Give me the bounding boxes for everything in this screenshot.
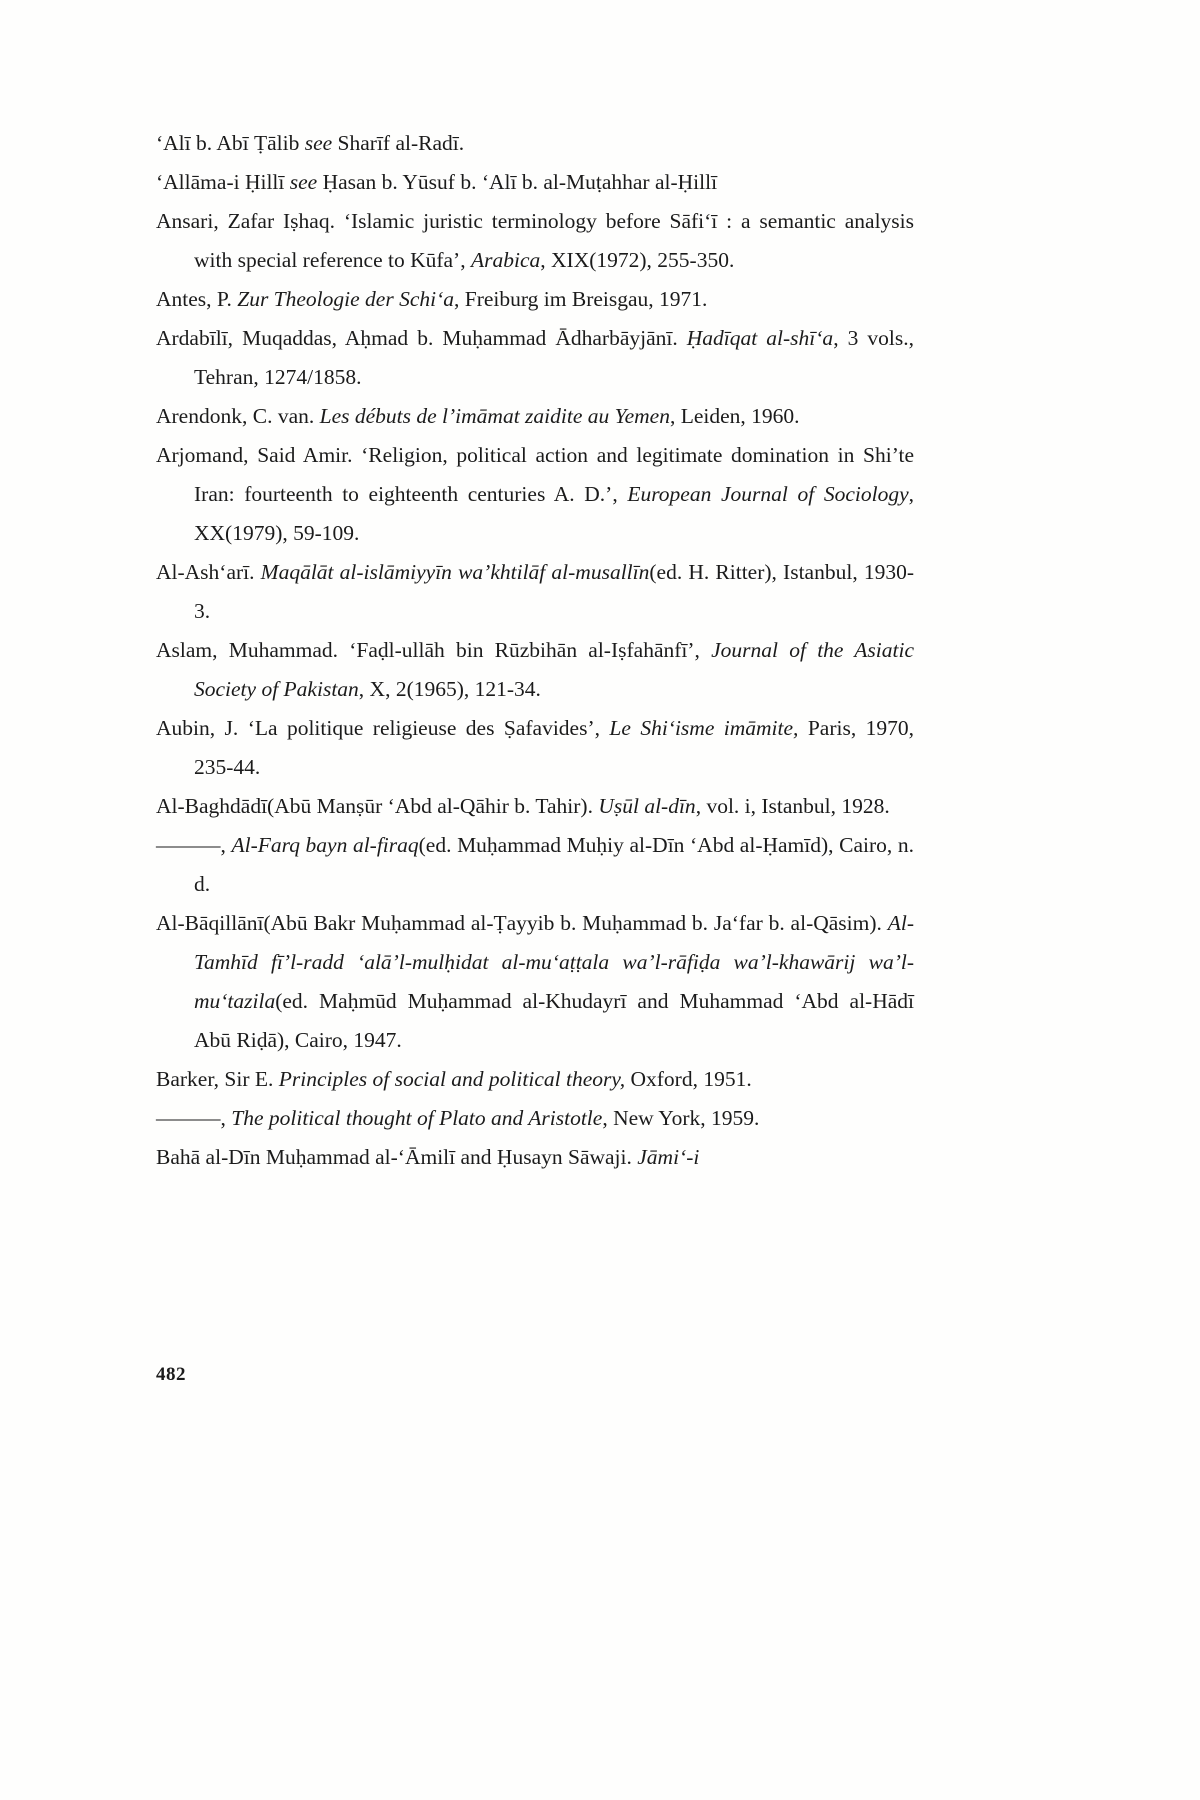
entry-text: Al-Baghdādī(Abū Manṣūr ‘Abd al-Qāhir b. Tahir).: [156, 794, 599, 818]
italic-text: Zur Theologie der Schi‘a: [237, 287, 455, 311]
italic-text: Jāmi‘-i: [637, 1145, 700, 1169]
bibliography-entry: [156, 1099, 914, 1138]
bibliography-entry: [156, 1060, 914, 1099]
italic-text: The political thought of Plato and Aristotle: [231, 1106, 603, 1130]
entry-text: Bahā al-Dīn Muḥammad al-‘Āmilī and Ḥusayn Sāwaji.: [156, 1145, 638, 1169]
italic-text: Ḥadīqat al-shī‘a: [686, 326, 834, 350]
italic-text: Arabica: [470, 248, 541, 272]
entry-text: Barker, Sir E.: [156, 1067, 279, 1091]
entry-text: (ed. Muḥammad Muḥiy al-Dīn ‘Abd al-Ḥamīd), Cairo, n. d.: [194, 833, 915, 896]
bibliography-entry: [156, 826, 914, 904]
entry-text: Sharīf al-Radī.: [332, 131, 465, 155]
italic-text: Les débuts de l’imāmat zaidite au Yemen: [319, 404, 670, 428]
entry-text: , vol. i, Istanbul, 1928.: [695, 794, 890, 818]
bibliography-entry: [156, 631, 914, 709]
bibliography-entry: [156, 1138, 914, 1177]
entry-text: Arendonk, C. van.: [156, 404, 320, 428]
bibliography-entry: [156, 319, 914, 397]
entry-text: , Leiden, 1960.: [669, 404, 800, 428]
page-number: 482: [156, 1364, 186, 1385]
entry-text: Ḥasan b. Yūsuf b. ‘Alī b. al-Muṭahhar al-Ḥillī: [317, 170, 718, 194]
bibliography-entry: [156, 280, 914, 319]
entry-text: ‘Allāma-i Ḥillī: [156, 170, 290, 194]
entry-text: Paris, 1970, 235-44.: [194, 716, 915, 779]
bibliography-entry: [156, 202, 914, 280]
bibliography-entry: [156, 436, 914, 553]
entry-text: , New York, 1959.: [602, 1106, 760, 1130]
bibliography-entry: [156, 163, 914, 202]
italic-text: Uṣūl al-dīn: [598, 794, 696, 818]
bibliography-entry: [156, 787, 914, 826]
italic-text: European Journal of Sociology: [627, 482, 909, 506]
entry-text: (ed. H. Ritter), Istanbul, 1930-3.: [194, 560, 915, 623]
entry-text: , XIX(1972), 255-350.: [540, 248, 735, 272]
entry-text: ———,: [156, 1106, 232, 1130]
entry-text: Aubin, J. ‘La politique religieuse des Ṣafavides’,: [156, 716, 610, 740]
entry-text: Aslam, Muhammad. ‘Faḍl-ullāh bin Rūzbihān al-Iṣfahānfī’,: [156, 638, 712, 662]
entry-text: Arjomand, Said Amir. ‘Religion, political action and legitimate domination in Shi’te Iran: fourteenth to eighteenth centuries A. D.’,: [156, 443, 914, 506]
bibliography-entry: [156, 397, 914, 436]
bibliography-entry: [156, 124, 914, 163]
italic-text: Principles of social and political theory,: [278, 1067, 626, 1091]
entry-text: Al-Bāqillānī(Abū Bakr Muḥammad al-Ṭayyib b. Muḥammad b. Ja‘far b. al-Qāsim).: [156, 911, 888, 935]
italic-text: Al-Farq bayn al-firaq: [231, 833, 419, 857]
entry-text: ———,: [156, 833, 232, 857]
entry-text: Ardabīlī, Muqaddas, Aḥmad b. Muḥammad Ādharbāyjānī.: [156, 326, 687, 350]
entry-text: , 3 vols., Tehran, 1274/1858.: [194, 326, 914, 389]
entry-text: Ansari, Zafar Iṣhaq. ‘Islamic juristic terminology before Sāfi‘ī : a semantic analysis with special reference to Kūfa’,: [156, 209, 914, 272]
italic-text: see: [304, 131, 333, 155]
entry-text: Oxford, 1951.: [625, 1067, 752, 1091]
italic-text: Le Shi‘isme imāmite,: [609, 716, 799, 740]
bibliography-list: [156, 124, 914, 1177]
bibliography-entry: [156, 553, 914, 631]
italic-text: Journal of the Asiatic Society of Pakistan: [194, 638, 914, 701]
bibliography-entry: [156, 904, 914, 1060]
entry-text: ‘Alī b. Abī Ṭālib: [156, 131, 305, 155]
italic-text: Maqālāt al-islāmiyyīn wa’khtilāf al-musallīn: [260, 560, 650, 584]
bibliography-entry: [156, 709, 914, 787]
entry-text: Al-Ash‘arī.: [156, 560, 261, 584]
italic-text: see: [289, 170, 318, 194]
italic-text: Al-Tamhīd fī’l-radd ‘alā’l-mulḥidat al-mu‘aṭṭala wa’l-rāfiḍa wa’l-khawārij wa’l-mu‘tazila: [194, 911, 914, 1013]
entry-text: , XX(1979), 59-109.: [194, 482, 914, 545]
entry-text: , X, 2(1965), 121-34.: [358, 677, 541, 701]
entry-text: Antes, P.: [156, 287, 238, 311]
entry-text: , Freiburg im Breisgau, 1971.: [454, 287, 708, 311]
entry-text: (ed. Maḥmūd Muḥammad al-Khudayrī and Muhammad ‘Abd al-Hādī Abū Riḍā), Cairo, 1947.: [194, 989, 914, 1052]
